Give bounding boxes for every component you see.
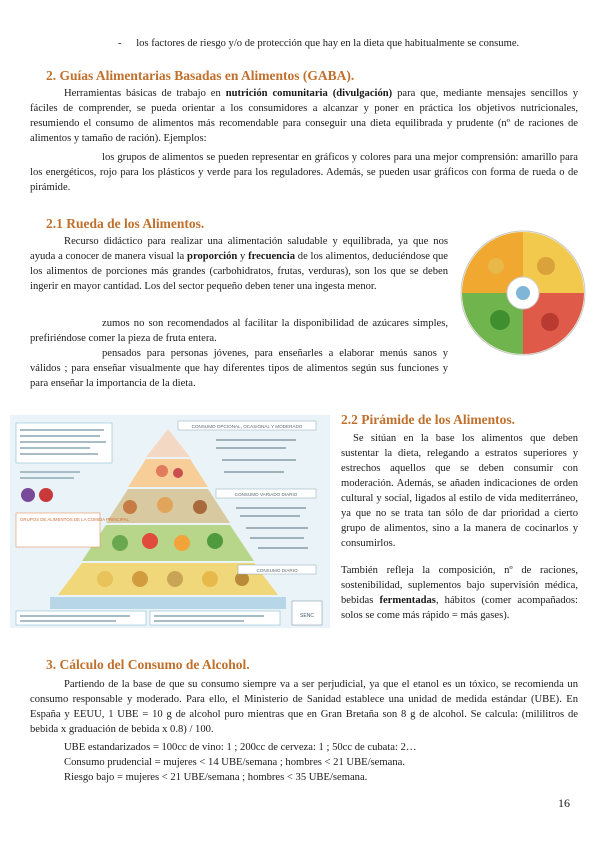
pyramid-top-banner: CONSUMO OPCIONAL, OCASIONAL Y MODERADO: [191, 424, 303, 429]
bullet-dash: -: [118, 38, 122, 49]
section-2-2-paragraph-1: Se sitúan en la base los alimentos que deben sustentar la dieta, relegando a estratos superiores y estrechos aquellos que se deben consumir con moderación. Además, se añaden indicaciones de orden cultural y social, ligados al estilo de vida mediterráneo, ya que no se trata tan sólo de dar prioridad a cierto grupo de alimentos, sino a la manera de cocinarlos y consumirlos.: [341, 433, 578, 549]
section-2-paragraph-2: los grupos de alimentos se pueden representar en gráficos y colores para una mejor comprensión: amarillo para los energéticos, rojo para los plásticos y verde para los reguladores. Además, se pueden usar gráficos con forma de rueda o de pirámide.: [30, 152, 578, 193]
section-2-2-paragraph-2: También refleja la composición, nº de raciones, sostenibilidad, suplementos bajo supervisión médica, bebidas fermentadas, hábitos (comer acompañados: solos se come más rápido = más gases).: [341, 565, 578, 621]
bullet-item: [118, 36, 519, 51]
section-2-paragraph-1: Herramientas básicas de trabajo en nutrición comunitaria (divulgación) para que, mediante mensajes sencillos y fáciles de comprender, se pueda orientar a los consumidores a alcanzar y poner en práctica los objetivos nutricionales, resumiendo el consumo de alimentos más recomendable para conseguir una dieta equilibrada y prudente (nº de raciones de alimentos y tamaño de ración). Ejemplos:: [30, 88, 579, 144]
food-wheel-illustration: [460, 230, 586, 356]
section-3-paragraph-1: Partiendo de la base de que su consumo siempre va a ser perjudicial, ya que el etanol es un tóxico, se recomienda un consumo responsable y moderado. Para ello, el Ministerio de Sanidad establece una unidad de medida estándar (UBE). En España y EEUU, 1 UBE = 10 g de alcohol puro mientras que en Gran Bretaña son 8 g de alcohol. Se calcula: (mililitros de bebida x graduación de bebida x 0.8) / 100.: [30, 679, 578, 735]
section-3-heading: 3. Cálculo del Consumo de Alcohol.: [46, 657, 250, 672]
food-pyramid-illustration: [10, 415, 330, 628]
section-2-heading: 2. Guías Alimentarias Basadas en Alimentos (GABA).: [46, 68, 355, 83]
section-2-1-paragraph-3: pensados para personas jóvenes, para enseñarles a elaborar menús sanos y válidos ; para enseñar visualmente que hay diferentes tipos de alimentos según sus funciones y para enseñar la importancia de la dieta.: [30, 348, 448, 389]
ube-standard-line: UBE estandarizados = 100cc de vino: 1 ; 200cc de cerveza: 1 ; 50cc de cubata: 2…: [64, 742, 417, 753]
section-2-1-heading: 2.1 Rueda de los Alimentos.: [46, 216, 205, 231]
pyramid-mid-banner: CONSUMO VARIADO DIARIO: [234, 492, 298, 497]
prudent-consumption-line: Consumo prudencial = mujeres < 14 UBE/semana ; hombres < 21 UBE/semana.: [64, 757, 405, 768]
pyramid-logo: SENC: [300, 613, 314, 619]
section-2-1-paragraph-1: Recurso didáctico para realizar una alimentación saludable y equilibrada, ya que nos ayuda a conocer de manera visual la proporción y frecuencia de los alimentos, deduciéndose que los alimentos de porciones más grandes (carbohidratos, frutas, verduras), son los que se deben ingerir en mayor cantidad. Los del sector pequeño deben tener una ingesta menor.: [30, 236, 449, 292]
section-2-2-heading: 2.2 Pirámide de los Alimentos.: [341, 412, 515, 427]
pyramid-base-banner: CONSUMO DIARIO: [256, 568, 298, 573]
section-2-1-paragraph-2: zumos no son recomendados al facilitar la disponibilidad de azúcares simples, prefiriéndose comer la pieza de fruta entera.: [30, 318, 448, 344]
page-number: 16: [558, 796, 570, 810]
pyramid-left-label: GRUPOS DE ALIMENTOS DE LA COMIDA PRINCIPAL: [20, 517, 129, 522]
low-risk-line: Riesgo bajo = mujeres < 21 UBE/semana ; hombres < 35 UBE/semana.: [64, 772, 368, 783]
bullet-text: los factores de riesgo y/o de protección que hay en la dieta que habitualmente se consume.: [136, 38, 520, 49]
